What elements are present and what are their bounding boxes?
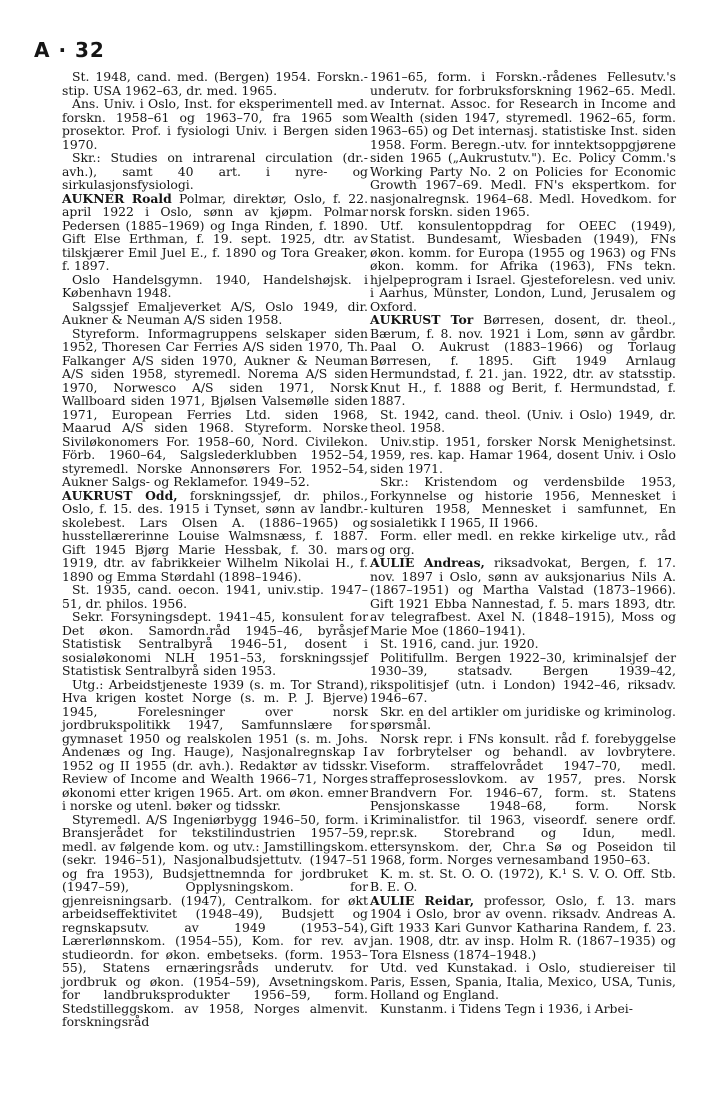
entry-paragraph: Salgssjef Emaljeverket A/S, Oslo 1949, dir. Aukner & Neuman A/S siden 1958. [62,298,368,327]
biography-entry [62,489,368,584]
entry-text: professor, Oslo, f. 13. mars 1904 i Oslo, bror av ovenn. riksadv. Andreas A. Gift 1933 Kari Gunvor Katharina Randem, f. 23. jan. 1908, dtr. av insp. Holm R. (1867–1935) og Tora Elsness (1874–1948.) [370,892,676,962]
entry-paragraph: Politifullm. Bergen 1922–30, kriminalsjef der 1930–39, statsadv. Bergen 1939–42, rikspolitisjef (utn. i London) 1942–46, riksadv. 1946–67. [370,649,676,705]
entry-paragraph: K. m. st. St. O. O. (1972), K.¹ S. V. O. Off. Stb. B. E. O. [370,865,676,894]
entry-paragraph: Utf. konsulentoppdrag for OEEC (1949), Statist. Bundesamt, Wiesbaden (1949), FNs økon. komm. for Europa (1955 og 1963) og FNs økon. komm. for Afrika (1963), FNs tekn. hjelpeprogram i Israel. Gjesteforelesn. ved univ. i Aarhus, Münster, London, Lund, Jerusalem og Oxford. [370,217,676,314]
entry-name: AUKRUST Tor [370,312,474,327]
page-label: A · 32 [34,38,105,62]
left-column [62,70,368,1029]
entry-paragraph: Skr.: Kristendom og verdensbilde 1953, Forkynnelse og historie 1956, Mennesket i kulturen 1958, Mennesket i samfunnet, En sosialetikk I 1965, II 1966. [370,474,676,530]
entry-paragraph: Univ.stip. 1951, forsker Norsk Menighetsinst. 1959, res. kap. Hamar 1964, dosent Univ. i Oslo siden 1971. [370,433,676,476]
entry-paragraph: Sekr. Forsyningsdept. 1941–45, konsulent for Det økon. Samordn.råd 1945–46, byråsjef Statistisk Sentralbyrå 1946–51, dosent i sosialøkonomi NLH 1951–53, forskningssjef Statistisk Sentralbyrå siden 1953. [62,609,368,678]
entry-name: AUKRUST Odd, [62,487,178,503]
biography-entry [370,894,676,962]
entry-paragraph: St. 1942, cand. theol. (Univ. i Oslo) 1949, dr. theol. 1958. [370,406,676,435]
entry-paragraph: Norsk repr. i FNs konsult. råd f. forebyggelse av forbrytelser og behandl. av lovbrytere. Viseform. straffelovrådet 1947–70, medl. straffeprosesslovkom. av 1957, pres. Norsk Brandvern For. 1946–67, form. st. Statens Pensjonskasse 1948–68, form. Norsk Kriminalistfor. til 1963, viseordf. senere ordf. repr.sk. Storebrand og Idun, medl. ettersynskom. der, Chr.a Sø og Poseidon til 1968, form. Norges vernesamband 1950–63. [370,730,676,867]
entry-name: AUKNER Roald [62,190,172,206]
entry-paragraph: 1961–65, form. i Forskn.-rådenes Fellesutv.'s underutv. for forbruksforskning 1962–65. Medl. av Internat. Assoc. for Research in Income and Wealth (siden 1947, styremedl. 1962–65, form. 1963–65) og Det internasj. statistiske Inst. siden 1958. Form. Beregn.-utv. for inntektsoppgjørene siden 1965 („Aukrustutv."). Ec. Policy Comm.'s Working Party No. 2 on Policies for Economic Growth 1967–69. Medl. FN's ekspertkom. for nasjonalregnsk. 1964–68. Medl. Hovedkom. for norsk forskn. siden 1965. [370,69,676,219]
entry-name: AULIE Reidar, [370,892,475,908]
entry-paragraph: Skr. en del artikler om juridiske og kriminolog. spørsmål. [370,703,676,732]
right-column [370,70,676,1015]
entry-paragraph: Styreform. Informagruppens selskaper siden 1952, Thoresen Car Ferries A/S siden 1970, Th. Falkanger A/S siden 1970, Aukner & Neuman A/S siden 1958, styremedl. Norema A/S siden 1970, Norwesco A/S siden 1971, Norsk Wallboard siden 1971, Bjølsen Valsemølle siden 1971, European Ferries Ltd. siden 1968, Maarud A/S siden 1968. Styreform. Norske Siviløkonomers For. 1958–60, Nord. Civilekon. Förb. 1960–64, Salgslederklubben 1952–54, styremedl. Norske Annonsørers For. 1952–54, Aukner Salgs- og Reklamefor. 1949–52. [62,325,368,489]
entry-paragraph: Ans. Univ. i Oslo, Inst. for eksperimentell med. forskn. 1958–61 og 1963–70, fra 1965 som prosektor. Prof. i fysiologi Univ. i Bergen siden 1970. [62,96,368,152]
entry-paragraph: Utg.: Arbeidstjeneste 1939 (s. m. Tor Strand), Hva krigen kostet Norge (s. m. P. J. Bjerve) 1945, Forelesninger over norsk jordbrukspolitikk 1947, Samfunnslære for gymnaset 1950 og realskolen 1951 (s. m. Johs. Andenæs og Ing. Hauge), Nasjonalregnskap I 1952 og II 1955 (dr. avh.). Redaktør av tidsskr. Review of Income and Wealth 1966–71, Norges økonomi etter krigen 1965. Art. om økon. emner i norske og utenl. bøker og tidsskr. [62,676,368,813]
entry-paragraph: Styremedl. A/S Ingeniørbygg 1946–50, form. i Bransjerådet for tekstilindustrien 1957–59, medl. av følgende kom. og utv.: Jamstillingskom. (sekr. 1946–51), Nasjonalbudsjettutv. (1947–51 og fra 1953), Budsjettnemnda for jordbruket (1947–59), Opplysningskom. for gjenreisningsarb. (1947), Centralkom. for økt arbeidseffektivitet (1948–49), Budsjett og regnskapsutv. av 1949 (1953–54), Lærerlønnskom. (1954–55), Kom. for rev. av studieordn. for økon. embetseks. (form. 1953–55), Statens ernæringsråds underutv. for jordbruk og økon. (1954–59), Avsetningskom. for landbruksprodukter 1956–59, form. Stedstilleggskom. av 1958, Norges almenvit. forskningsråd [62,811,368,1029]
entry-text: riksadvokat, Bergen, f. 17. nov. 1897 i Oslo, sønn av auksjonarius Nils A. (1867–1951) og Martha Valstad (1873–1966). Gift 1921 Ebba Nannestad, f. 5. mars 1893, dtr. av telegrafbest. Axel N. (1848–1915), Moss og Marie Moe (1860–1941). [370,555,676,638]
entry-paragraph: Kunstanm. i Tidens Tegn i 1936, i Arbei- [380,1000,633,1016]
entry-paragraph: Utd. ved Kunstakad. i Oslo, studiereiser til Paris, Essen, Spania, Italia, Mexico, USA, Tunis, Holland og England. [370,960,676,1002]
page-header [34,38,105,62]
entry-paragraph: Skr.: Studies on intrarenal circulation (dr.-avh.), samt 40 art. i nyre- og sirkulasjonsfysiologi. [62,150,368,192]
entry-text: forskningssjef, dr. philos., Oslo, f. 15. des. 1915 i Tynset, sønn av landbr.-skolebest. Lars Olsen A. (1886–1965) og husstellærerinne Louise Walmsnæss, f. 1887. Gift 1945 Bjørg Marie Hessbak, f. 30. mars 1919, dtr. av fabrikkeier Wilhelm Nikolai H., f. 1890 og Emma Størdahl (1898–1946). [62,487,368,584]
entry-paragraph: St. 1948, cand. med. (Bergen) 1954. Forskn.-stip. USA 1962–63, dr. med. 1965. [62,69,368,98]
biography-entry [62,192,368,273]
entry-text: Børresen, dosent, dr. theol., Bærum, f. 8. nov. 1921 i Lom, sønn av gårdbr. Paal O. Aukrust (1883–1966) og Torlaug Børresen, f. 1895. Gift 1949 Arnlaug Hermundstad, f. 21. jan. 1922, dtr. av statsstip. Knut H., f. 1888 og Berit, f. Hermundstad, f. 1887. [370,312,676,408]
entry-name: AULIE Andreas, [370,555,485,570]
biography-entry [370,556,676,637]
entry-paragraph: Form. eller medl. en rekke kirkelige utv., råd og org. [370,528,676,557]
entry-paragraph: St. 1935, cand. oecon. 1941, univ.stip. 1947–51, dr. philos. 1956. [62,582,368,611]
entry-paragraph: St. 1916, cand. jur. 1920. [380,636,539,651]
entry-text: Polmar, direktør, Oslo, f. 22. april 1922 i Oslo, sønn av kjøpm. Polmar Pedersen (1885–1969) og Inga Rinden, f. 1890. Gift Else Erthman, f. 19. sept. 1925, dtr. av tilskjærer Emil Juel E., f. 1890 og Tora Greaker, f. 1897. [62,190,369,273]
biography-entry [370,313,676,408]
entry-paragraph: Oslo Handelsgymn. 1940, Handelshøjsk. i København 1948. [62,271,368,300]
